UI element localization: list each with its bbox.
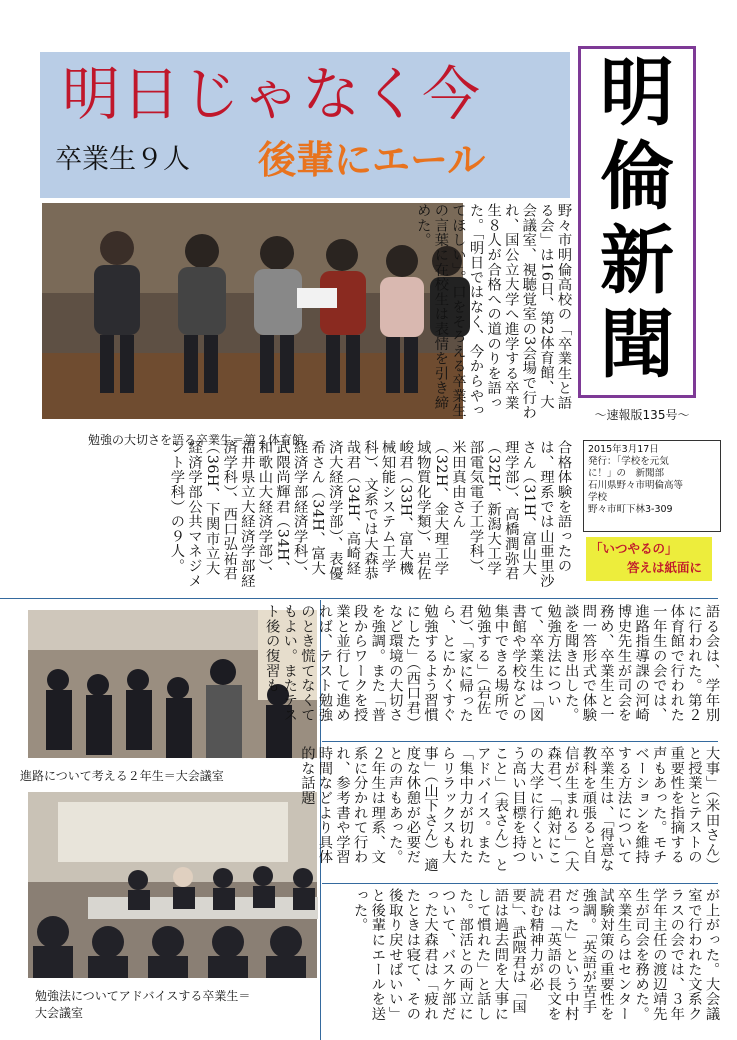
caption-photo-1: 勉強の大切さを語る卒業生＝第２体育館	[88, 433, 305, 447]
publication-info	[583, 440, 721, 532]
divider-horizontal-lower	[322, 883, 718, 884]
masthead-char-1: 明	[600, 50, 674, 136]
article-names: 合格体験を語ったのは、理系では山亜里沙さん（31H、富山大理学部）、高橋潤弥君（32H、新潟大工学部電気電子工学科）、米田真由さん（32H、金大理工学域物質化学類）、岩佐峻君（33H、富大機械知能システム工学科）、文系では大森恭哉君（34H、高崎経済大経済学部）、表優希さん（34H、富大経済学部経済学科）、武隈尚輝君（34H、和歌山大経済学部）、福井県立大経済学部経済学科）、西口弘祐君（36H、下関市立大経済学部公共マネジメント学科）の９人。	[168, 440, 572, 588]
headline-title: 明日じゃなく今	[62, 60, 483, 128]
caption-photo-3-line-2: 大会議室	[35, 1006, 84, 1020]
divider-horizontal-top	[0, 598, 718, 599]
caption-photo-2: 進路について考える２年生＝大会議室	[20, 769, 224, 783]
masthead-char-2: 倫	[600, 134, 674, 220]
photo-graduates-table	[28, 792, 317, 978]
publication-date: 2015年3月17日	[588, 444, 659, 455]
article-lead: 野々市明倫高校の「卒業生と語る会」は16日、第2体育館、大会議室、視聴覚室の3会場で行われ、国公立大学へ進学する卒業生８人が合格への道のりを語った。「明日ではなく、今からやってほしい」。口をそろえる卒業生の言葉に在校生は表情を引き締めた。	[415, 203, 572, 420]
edition-number: ～速報版135号～	[594, 408, 690, 422]
publisher-line-1: 発行：「学校を元気	[588, 456, 669, 467]
article-column-3: が上がった。大会議室で行われた文系クラスの会では、３年学年主任の渡辺靖先生が司会を務めた。卒業生らはセンター試験対策の重要性を強調。「英語が苦手だった」という中村君は「英語の長文を読む精神力が必要」、武隈君は「国語は過去問を大事にして慣れた」と話した。部活との両立について、バスケ部だった大森君は「疲れたときは寝て、その後取り戻せばいい」と後輩にエールを送った。	[352, 888, 720, 1022]
article-column-2: 大事」（米田さん）と授業とテストの重要性を指摘する声もあった。モチベーションを維持する方法について卒業生は、「得意な教科を頑張ると自信が生まれる」（大森君）、「絶対にこの大学に行くという高い目標を持つこと」（表さん）とアドバイス。また「集中力が切れたらリラックスも大事」（山下さん）適度な休憩が必要だとの声もあった。２年生は理系、文系に分かれて行われ、参考書や学習時間などより具体的な話題	[299, 746, 720, 873]
caption-photo-3-line-1: 勉強法についてアドバイスする卒業生＝	[35, 989, 251, 1003]
masthead	[578, 46, 696, 398]
slogan-box	[586, 537, 712, 581]
headline-subtitle-right: 後輩にエール	[258, 138, 486, 182]
slogan-line-2: 答えは紙面に	[626, 560, 702, 575]
masthead-char-4: 聞	[600, 302, 674, 388]
address-line-2: 学校	[588, 492, 608, 503]
headline-subtitle-left: 卒業生９人	[55, 144, 190, 175]
address-line-1: 石川県野々市明倫高等	[588, 480, 684, 491]
article-column-1: 語る会は、学年別に行われた。第２体育館で行われた一年生の会では、進路指導課の河崎博史先生が司会を務め、卒業生と一問一答形式で体験談を聞き出した。勉強方法について、卒業生は「図書館や学校などの集中できる場所で勉強する」（岩佐君）、「家に帰ったら、とにかくすぐ勉強するよう習慣にした」（西口君）など環境の大切さを強調。また「普段からワークを授業と並行して進めれば、テスト勉強のとき慌てなくてもよい。またテスト後の復習も	[264, 604, 720, 731]
photo-graduates-gym	[42, 203, 463, 419]
divider-horizontal-middle	[322, 741, 718, 742]
publisher-line-2: に！」の 新聞部	[588, 468, 665, 479]
masthead-char-3: 新	[600, 218, 674, 304]
address-line-3: 野々市町下林3-309	[588, 504, 673, 515]
slogan-line-1: 「いつやるの」	[590, 541, 678, 556]
